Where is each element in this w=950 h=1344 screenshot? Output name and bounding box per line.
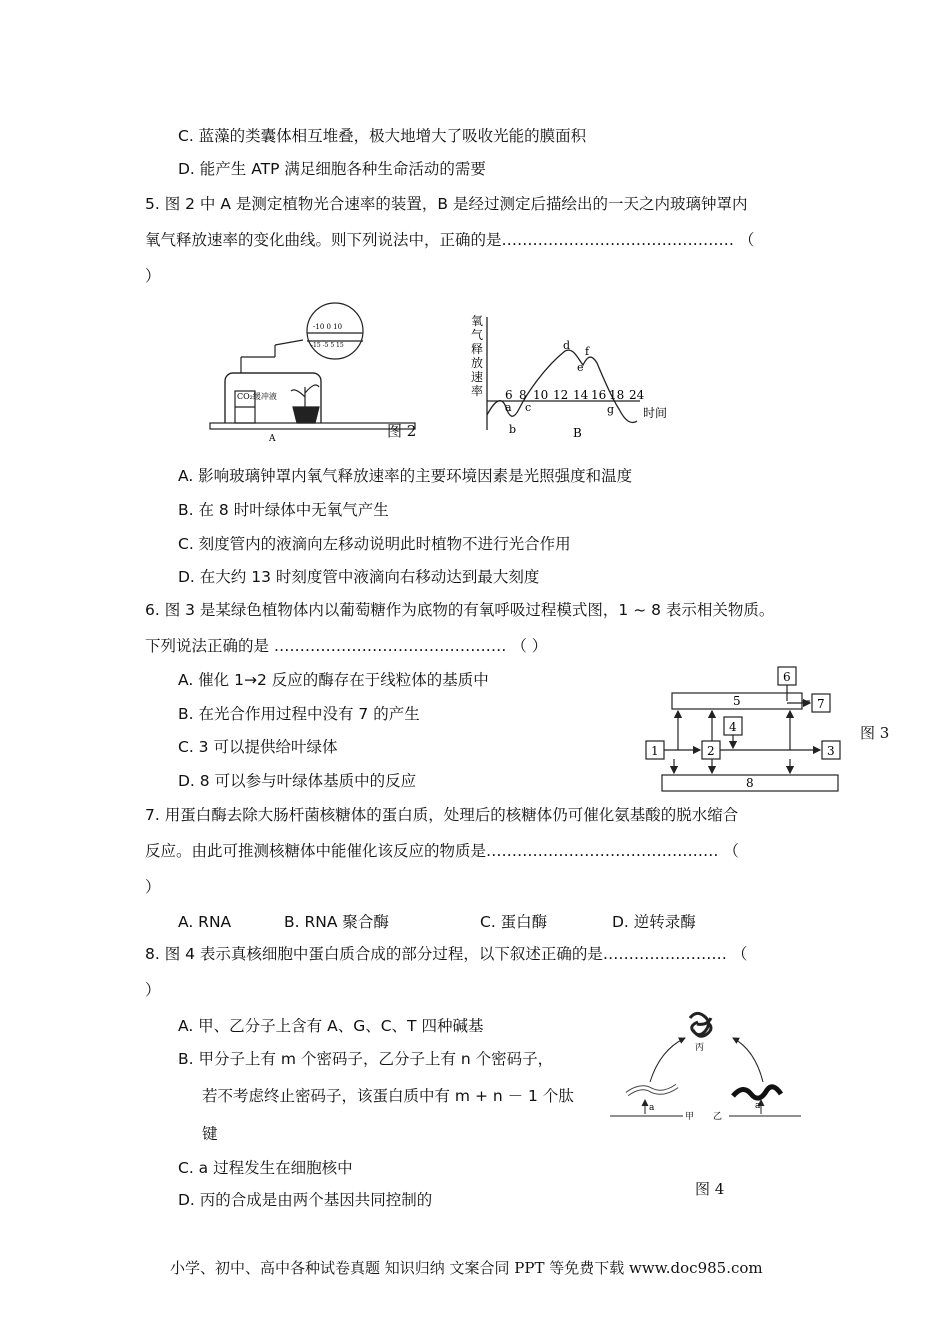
fig2-tick-16: 16 (591, 388, 607, 402)
fig4-label-a-left: a (649, 1103, 655, 1113)
fig2-tick-6: 6 (505, 388, 513, 402)
fig3-label-6: 6 (783, 670, 791, 684)
fig3-label-1: 1 (651, 744, 659, 758)
fig2-graph (465, 305, 680, 445)
fig2-label-a: A (269, 434, 276, 444)
fig4-caption: 图 4 (695, 1180, 725, 1198)
q6-option-a: A. 催化 1→2 反应的酶存在于线粒体的基质中 (178, 671, 489, 689)
q4-option-d: D. 能产生 ATP 满足细胞各种生命活动的需要 (178, 160, 486, 178)
fig2-point-b: b (509, 423, 517, 436)
q5-stem-line2: 氧气释放速率的变化曲线。则下列说法中，正确的是……………………………………… （ (145, 231, 755, 249)
fig2-scale-top: -10 0 10 (313, 323, 343, 331)
fig2-point-a: a (505, 401, 512, 414)
q5-stem-line3: ） (145, 267, 161, 285)
q7-stem-line1: 7. 用蛋白酶去除大肠杆菌核糖体的蛋白质，处理后的核糖体仍可催化氨基酸的脱水缩合 (145, 806, 739, 824)
q6-option-b: B. 在光合作用过程中没有 7 的产生 (178, 705, 420, 723)
fig2-ylabel-2: 释 (471, 342, 484, 356)
fig2-point-e: e (577, 361, 584, 374)
fig2-tick-8: 8 (519, 388, 527, 402)
q8-stem-line2: ） (145, 981, 161, 999)
fig4-label-yi: 乙 (713, 1112, 723, 1122)
q5-stem-line1: 5. 图 2 中 A 是测定植物光合速率的装置，B 是经过测定后描绘出的一天之内玻璃钟罩内 (145, 195, 748, 213)
fig3-caption: 图 3 (860, 724, 890, 742)
fig4-label-bing: 丙 (695, 1043, 705, 1053)
fig2-point-d: d (563, 339, 571, 352)
page-footer: 小学、初中、高中各种试卷真题 知识归纳 文案合同 PPT 等免费下载 www.doc985.com (170, 1259, 763, 1277)
fig3-diagram (640, 665, 845, 795)
fig3-label-5: 5 (733, 694, 741, 708)
fig2-ylabel-1: 气 (471, 328, 484, 342)
q6-option-d: D. 8 可以参与叶绿体基质中的反应 (178, 772, 417, 790)
fig2-buffer-label: CO₂缓冲液 (237, 392, 277, 401)
q5-option-d: D. 在大约 13 时刻度管中液滴向右移动达到最大刻度 (178, 568, 540, 586)
q8-option-a: A. 甲、乙分子上含有 A、G、C、T 四种碱基 (178, 1017, 484, 1035)
q6-stem-line2: 下列说法正确的是 ……………………………………… （ ） (145, 637, 548, 655)
q8-option-b-line3: 键 (202, 1125, 218, 1143)
fig4-protein-bing-shape (690, 1013, 711, 1036)
q7-option-b: B. RNA 聚合酶 (284, 913, 389, 931)
fig3-label-8: 8 (746, 776, 754, 790)
q5-option-c: C. 刻度管内的液滴向左移动说明此时植物不进行光合作用 (178, 535, 571, 553)
fig3-label-2: 2 (707, 744, 715, 758)
q8-option-b-line2: 若不考虑终止密码子，该蛋白质中有 m + n － 1 个肽 (202, 1087, 574, 1105)
q7-stem-line3: ） (145, 878, 161, 896)
fig2-tick-12: 12 (553, 388, 569, 402)
q8-option-d: D. 丙的合成是由两个基因共同控制的 (178, 1191, 433, 1209)
q5-option-a: A. 影响玻璃钟罩内氧气释放速率的主要环境因素是光照强度和温度 (178, 467, 633, 485)
fig2-tick-18: 18 (609, 388, 625, 402)
q4-option-c: C. 蓝藻的类囊体相互堆叠，极大地增大了吸收光能的膜面积 (178, 127, 587, 145)
q7-option-a: A. RNA (178, 913, 232, 931)
fig2-label-b: B (573, 426, 582, 440)
fig4-diagram (605, 1010, 805, 1130)
q8-option-c: C. a 过程发生在细胞核中 (178, 1159, 353, 1177)
q8-stem-line1: 8. 图 4 表示真核细胞中蛋白质合成的部分过程，以下叙述正确的是…………………… （ (145, 945, 748, 963)
fig2-ylabel-4: 速 (471, 370, 484, 384)
q7-option-c: C. 蛋白酶 (480, 913, 548, 931)
q6-stem-line1: 6. 图 3 是某绿色植物体内以葡萄糖作为底物的有氧呼吸过程模式图，1 ~ 8 表示相关物质。 (145, 601, 775, 619)
fig4-arrow-left (650, 1038, 685, 1082)
fig2-point-g: g (607, 403, 615, 416)
fig2-tick-10: 10 (533, 388, 549, 402)
fig2-caption: 图 2 (387, 422, 417, 440)
fig3-label-4: 4 (729, 720, 737, 734)
q7-option-d: D. 逆转录酶 (612, 913, 696, 931)
fig2-point-c: c (525, 401, 532, 414)
q8-option-b-line1: B. 甲分子上有 m 个密码子，乙分子上有 n 个密码子， (178, 1050, 554, 1068)
fig4-label-jia: 甲 (685, 1112, 695, 1122)
fig2-point-f: f (585, 345, 590, 358)
fig3-label-3: 3 (827, 744, 835, 758)
fig3-label-7: 7 (817, 697, 825, 711)
q6-option-c: C. 3 可以提供给叶绿体 (178, 738, 338, 756)
fig2-tick-24: 24 (629, 388, 645, 402)
fig4-arrow-right (733, 1038, 763, 1082)
fig2-tick-14: 14 (573, 388, 589, 402)
q5-option-b: B. 在 8 时叶绿体中无氧气产生 (178, 501, 389, 519)
fig2-ylabel-0: 氧 (471, 314, 484, 328)
fig4-mrna-yi-shape (733, 1087, 781, 1098)
fig2-xlabel: 时间 (643, 406, 668, 420)
fig2-scale-bottom: -15 -5 5 15 (311, 342, 344, 349)
fig2-ylabel-5: 率 (471, 384, 484, 398)
fig2-ylabel-3: 放 (471, 356, 484, 370)
q7-stem-line2: 反应。由此可推测核糖体中能催化该反应的物质是……………………………………… （ (145, 842, 739, 860)
fig4-label-a-right: a (755, 1101, 761, 1111)
